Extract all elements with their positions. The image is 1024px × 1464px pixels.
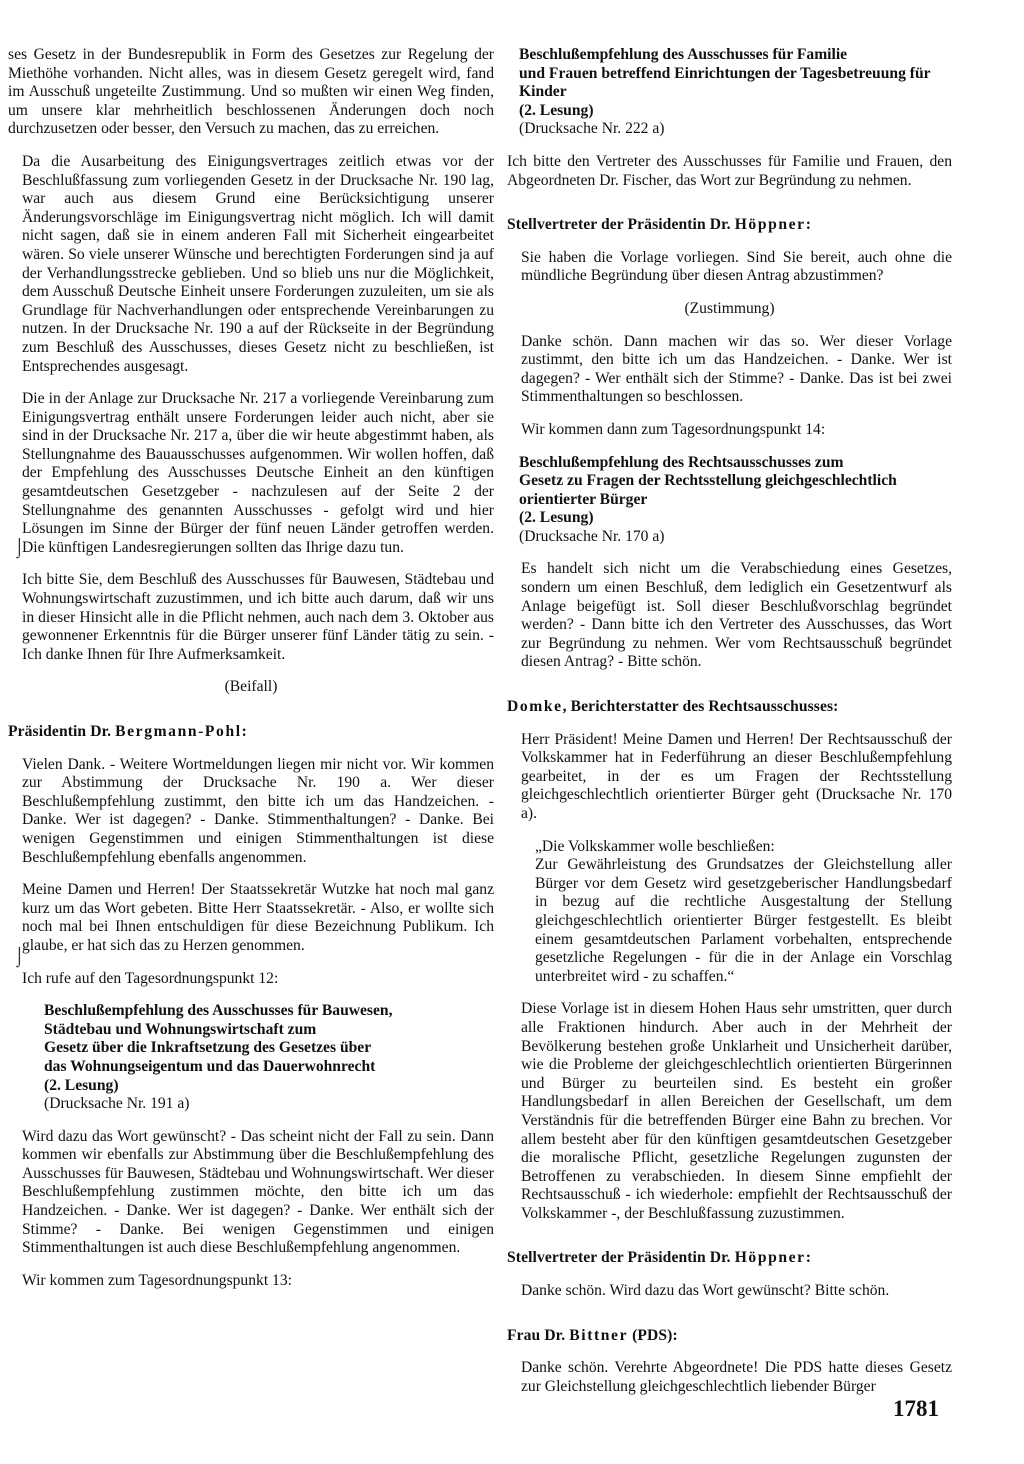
speaker-colon: : — [805, 1249, 811, 1267]
paragraph: Diese Vorlage ist in diesem Hohen Haus sehr umstritten, quer durch alle Fraktionen hindurch. Aber auch in der Mehrheit der Bevölkerung bestehen große Unklarheit und Unsicherheit darüber, wie die Probleme der gleichgeschlechtlich orientierten Bürgerinnen und Bürger zu beurteilen sind. Es besteht ein großer Handlungsbedarf in allen Bereichen der Gesellschaft, um dem Verständnis für die betreffenden Bürger eine Bahn zu brechen. Vor allem besteht aber für den künftigen gesamtdeutschen Gesetzgeber die moralische Pflicht, gesetzliche Regelungen zugunsten der Betroffenen zu verabschieden. In diesem Sinne empfiehlt der Rechtsausschuß - ich wiederhole: empfiehlt der Rechtsausschuß der Volkskammer -, der Beschlußfassung zuzustimmen. — [521, 1000, 952, 1222]
paragraph: Sie haben die Vorlage vorliegen. Sind Sie bereit, auch ohne die mündliche Begründung über diesen Antrag abzustimmen? — [521, 248, 952, 285]
agenda-title-line: Beschlußempfehlung des Ausschusses für Familie — [519, 46, 848, 63]
speaker-name: Höppner — [734, 216, 806, 234]
paragraph: ses Gesetz in der Bundesrepublik in Form des Gesetzes zur Regelung der Miethöhe vorhanden. Nicht alles, was in diesem Gesetz geregelt wird, fand im Ausschuß ungeteilte Zustimmung. Und so mußten wir einen Weg finden, um unsere klar mehrheitlich beschlossenen Änderungen doch noch durchzusetzen oder besser, den Versuch zu machen, das zu erreichen. — [8, 46, 494, 138]
speaker-title: Stellvertreter der Präsidentin Dr. — [507, 1249, 735, 1267]
speaker-heading — [8, 723, 494, 742]
paragraph: Ich bitte den Vertreter des Ausschusses für Familie und Frauen, den Abgeordneten Dr. Fischer, das Wort zur Begründung zu nehmen. — [507, 152, 952, 189]
speaker-title: Präsidentin Dr. — [8, 723, 116, 740]
paragraph: Ich rufe auf den Tagesordnungspunkt 12: — [22, 969, 279, 987]
left-column — [8, 46, 494, 1304]
paragraph: Meine Damen und Herren! Der Staatssekretär Wutzke hat noch mal ganz kurz um das Wort gebeten. Bitte Herr Staatssekretär. - Also, er wollte sich noch mal bei Ihnen entschuldigen für diese Bezeichnung Publikum. Ich glaube, er hat sich das zu Herzen genommen. — [22, 881, 494, 954]
page-number: 1781 — [893, 1396, 939, 1421]
agenda-drucksache: (Drucksache Nr. 191 a) — [44, 1095, 190, 1113]
right-column — [507, 46, 952, 1410]
agenda-title-line: Beschlußempfehlung des Ausschusses für Bauwesen, — [44, 1002, 393, 1020]
agenda-title-line: das Wohnungseigentum und das Dauerwohnrecht — [44, 1057, 376, 1075]
speaker-name: Domke — [507, 698, 563, 716]
paragraph: Vielen Dank. - Weitere Wortmeldungen liegen mir nicht vor. Wir kommen zur Abstimmung der Drucksache Nr. 190 a. Wer dieser Beschlußempfehlung zustimmt, den bitte ich um das Handzeichen. - Danke. Wer ist dagegen? - Danke. Stimmenthaltungen? - Danke. Bei wenigen Gegenstimmen und einigen Stimmenthaltungen ist diese Beschlußempfehlung ebenfalls angenommen. — [22, 755, 494, 866]
paragraph: Herr Präsident! Meine Damen und Herren! Der Rechtsausschuß der Volkskammer hat in Federführung an dieser Beschlußempfehlung gearbeitet, in der es um Fragen der Rechtsstellung gleichgeschlechtlich orientierter Bürger geht (Drucksache Nr. 170 a). — [521, 730, 952, 822]
margin-pencil-mark: ⌡ — [14, 946, 25, 966]
paragraph: Da die Ausarbeitung des Einigungsvertrages zeitlich etwas vor der Beschlußfassung zum vorliegenden Gesetz in der Drucksache Nr. 190 lag, war auch aus diesem Grund eine Berücksichtigung unserer Änderungsvorschläge im Einigungsvertrag nicht möglich. Ich will damit nicht sagen, daß sie in einem anderen Fall mit Sicherheit eingearbeitet wären. So viele unserer Wünsche und berechtigten Forderungen sind ja auf der Verhandlungsstrecke geblieben. Und so blieb uns nur die Möglichkeit, dem Ausschuß Deutsche Einheit unsere Forderungen zuzuleiten, um sie als Grundlage für Nachverhandlungen oder entsprechende Vereinbarungen zu nutzen. In der Drucksache Nr. 190 a auf der Rückseite in der Begründung zum Beschluß des Ausschusses, dieses Gesetz nicht zu beschließen, ist Entsprechendes ausgesagt. — [22, 152, 494, 375]
speaker-heading — [507, 1327, 952, 1346]
paragraph: Ich bitte Sie, dem Beschluß des Ausschusses für Bauwesen, Städtebau und Wohnungswirtschaft zuzustimmen, und ich bitte auch darum, daß wir uns in dieser Hinsicht alle in die Pflicht nehmen, auch nach dem 3. Oktober aus gewonnener Erkenntnis für die Bürger unserer fünf Länder tätig zu sein. - Ich danke Ihnen für Ihre Aufmerksamkeit. — [22, 571, 494, 663]
speaker-role: , Berichterstatter des Rechtsausschusses: — [562, 698, 839, 716]
speaker-colon: : — [241, 723, 247, 740]
interjection-zustimmung: (Zustimmung) — [684, 299, 775, 317]
agenda-item-13 — [507, 46, 952, 139]
agenda-drucksache: (Drucksache Nr. 222 a) — [519, 120, 665, 138]
agenda-title-line: Gesetz über die Inkraftsetzung des Gesetzes über — [44, 1039, 372, 1057]
speaker-heading — [507, 698, 952, 717]
paragraph: Danke schön. Dann machen wir das so. Wer dieser Vorlage zustimmt, den bitte ich um das Handzeichen. - Danke. Wer ist dagegen? - Wer enthält sich der Stimme? - Danke. Das ist bei zwei Stimmenthaltungen so beschlossen. — [521, 332, 952, 406]
speaker-party: (PDS): — [628, 1326, 678, 1344]
agenda-drucksache: (Drucksache Nr. 170 a) — [519, 527, 665, 545]
agenda-title-line: Städtebau und Wohnungswirtschaft zum — [44, 1020, 317, 1038]
paragraph: Es handelt sich nicht um die Verabschiedung eines Gesetzes, sondern um einen Beschluß, dem lediglich ein Gesetzentwurf als Anlage beigefügt ist. Soll dieser Beschlußvorschlag begründet werden? - Dann bitte ich den Vertreter des Ausschusses, das Wort zur Begründung zu nehmen. Wer vom Rechtsausschuß begründet diesen Antrag? - Bitte schön. — [521, 560, 952, 671]
margin-pencil-mark: ⌡ — [14, 537, 25, 557]
agenda-item-12 — [8, 1002, 494, 1114]
speaker-title: Stellvertreter der Präsidentin Dr. — [507, 216, 735, 234]
agenda-reading: (2. Lesung) — [519, 509, 594, 527]
paragraph: Danke schön. Wird dazu das Wort gewünscht? Bitte schön. — [521, 1282, 890, 1300]
quote-line: „Die Volkskammer wolle beschließen: — [535, 837, 775, 855]
speaker-heading — [507, 216, 952, 235]
paragraph: Die in der Anlage zur Drucksache Nr. 217 a vorliegende Vereinbarung zum Einigungsvertrag enthält unsere Forderungen leider auch nicht, aber sie sind in der Drucksache Nr. 217 a, über die wir heute abgestimmt haben, als Stellungnahme des Bauausschusses aufgenommen. Wir wollen hoffen, daß der Empfehlung des Ausschusses Deutsche Einheit an den künftigen gesamtdeutschen Gesetzgeber - nachzulesen auf der Seite 2 der Stellungnahme des genannten Ausschusses - gefolgt wird und hier Lösungen im Sinne der Bürger der fünf neuen Länder getroffen werden. Die künftigen Landesregierungen sollten das Ihrige dazu tun. — [22, 390, 494, 556]
interjection-beifall: (Beifall) — [224, 678, 278, 696]
quoted-motion — [507, 838, 952, 987]
agenda-reading: (2. Lesung) — [44, 1076, 119, 1094]
speaker-name: Bergmann-Pohl — [115, 723, 242, 740]
speaker-name: Höppner — [734, 1249, 806, 1267]
paragraph: Wird dazu das Wort gewünscht? - Das scheint nicht der Fall zu sein. Dann kommen wir ebenfalls zur Abstimmung über die Beschlußempfehlung des Ausschusses für Bauwesen, Städtebau und Wohnungswirtschaft. Wer dieser Beschlußempfehlung zustimmen möchte, den bitte ich um das Handzeichen. - Danke. Wer ist dagegen? - Danke. Wer enthält sich der Stimme? - Danke. Bei wenigen Gegenstimmen und einigen Stimmenthaltungen ist auch diese Beschlußempfehlung angenommen. — [22, 1127, 494, 1257]
agenda-title-line: Beschlußempfehlung des Rechtsausschusses zum — [519, 453, 844, 471]
paragraph: Wir kommen zum Tagesordnungspunkt 13: — [22, 1271, 292, 1289]
agenda-title-line: Gesetz zu Fragen der Rechtsstellung gleichgeschlechtlich orientierter Bürger — [519, 472, 897, 508]
agenda-title-line: und Frauen betreffend Einrichtungen der Tagesbetreuung für Kinder — [519, 64, 931, 101]
quote-body: Zur Gewährleistung des Grundsatzes der Gleichstellung aller Bürger vor dem Gesetz wird gesetzgeberischer Handlungsbedarf in bezug auf die rechtliche Ausgestaltung der Stellung gleichgeschlechtlich orientierter Bürger festgestellt. Es bleibt einem gesamtdeutschen Parlament vorbehalten, entsprechende gesetzliche Regelungen - für die in der Anlage ein Vorschlag unterbreitet wird - zu schaffen.“ — [535, 856, 952, 985]
agenda-item-14 — [507, 454, 952, 547]
agenda-reading: (2. Lesung) — [519, 101, 594, 119]
paragraph: Danke schön. Verehrte Abgeordnete! Die PDS hatte dieses Gesetz zur Gleichstellung gleichgeschlechtlich liebender Bürger — [521, 1359, 952, 1395]
paragraph: Wir kommen dann zum Tagesordnungspunkt 14: — [521, 420, 826, 438]
speaker-name: Bittner — [569, 1326, 629, 1344]
speaker-title: Frau Dr. — [507, 1326, 570, 1344]
speaker-heading — [507, 1249, 952, 1268]
speaker-colon: : — [805, 216, 811, 234]
